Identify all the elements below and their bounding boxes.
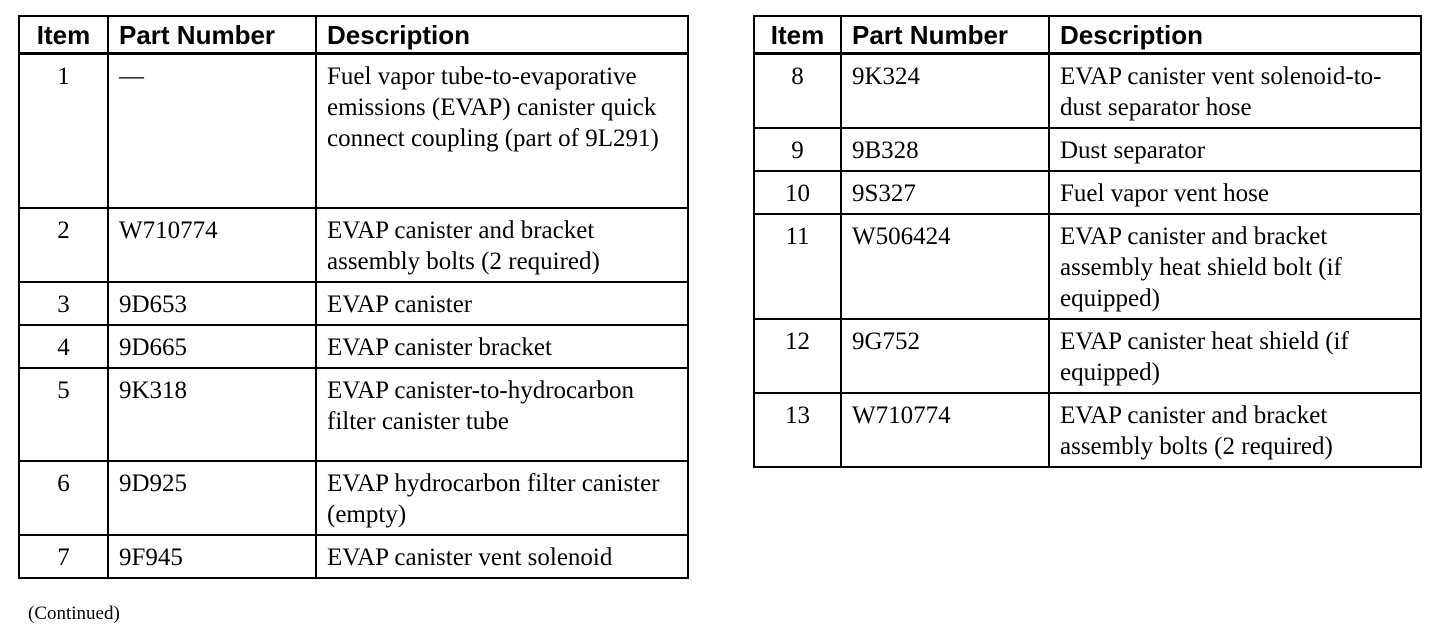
table-row (19, 535, 688, 578)
part-number: 9K318 (108, 368, 316, 461)
item-number: 5 (19, 368, 108, 461)
table-row (754, 393, 1421, 467)
part-description: EVAP canister vent solenoid-to-dust separator hose (1049, 53, 1421, 128)
part-description: Dust separator (1049, 128, 1421, 171)
header-part-number: Part Number (108, 16, 316, 53)
item-number: 7 (19, 535, 108, 578)
item-number: 3 (19, 282, 108, 325)
part-description: EVAP canister heat shield (if equipped) (1049, 319, 1421, 393)
item-number: 4 (19, 325, 108, 368)
table-row (19, 282, 688, 325)
part-number: 9F945 (108, 535, 316, 578)
table-row (19, 368, 688, 461)
parts-table-right (753, 15, 1422, 468)
header-part-number: Part Number (841, 16, 1049, 53)
part-number: 9B328 (841, 128, 1049, 171)
part-number: 9K324 (841, 53, 1049, 128)
part-description: EVAP canister and bracket assembly bolts (2 required) (316, 208, 688, 282)
item-number: 8 (754, 53, 841, 128)
table-row (754, 214, 1421, 319)
part-description: EVAP hydrocarbon filter canister (empty) (316, 461, 688, 535)
part-number: W506424 (841, 214, 1049, 319)
part-description: EVAP canister bracket (316, 325, 688, 368)
header-description: Description (1049, 16, 1421, 53)
header-description: Description (316, 16, 688, 53)
part-number: 9S327 (841, 171, 1049, 214)
table-row (754, 128, 1421, 171)
continued-note: (Continued) (28, 603, 120, 624)
header-item: Item (19, 16, 108, 53)
part-number: 9G752 (841, 319, 1049, 393)
parts-table-left (18, 15, 689, 579)
table-row (754, 319, 1421, 393)
item-number: 11 (754, 214, 841, 319)
part-description: EVAP canister (316, 282, 688, 325)
part-description: EVAP canister-to-hydrocarbon filter canister tube (316, 368, 688, 461)
table-row (754, 171, 1421, 214)
part-number: 9D925 (108, 461, 316, 535)
part-number: W710774 (841, 393, 1049, 467)
table-row (19, 53, 688, 208)
part-description: EVAP canister and bracket assembly bolts (2 required) (1049, 393, 1421, 467)
part-number: 9D665 (108, 325, 316, 368)
item-number: 6 (19, 461, 108, 535)
item-number: 13 (754, 393, 841, 467)
header-row (19, 16, 688, 53)
part-description: EVAP canister vent solenoid (316, 535, 688, 578)
item-number: 1 (19, 53, 108, 208)
table-header (19, 16, 688, 53)
part-description: Fuel vapor vent hose (1049, 171, 1421, 214)
part-description: EVAP canister and bracket assembly heat shield bolt (if equipped) (1049, 214, 1421, 319)
part-number: 9D653 (108, 282, 316, 325)
item-number: 9 (754, 128, 841, 171)
item-number: 12 (754, 319, 841, 393)
part-description: Fuel vapor tube-to-evaporative emissions (EVAP) canister quick connect coupling (part of 9L291) (316, 53, 688, 208)
item-number: 10 (754, 171, 841, 214)
header-row (754, 16, 1421, 53)
header-item: Item (754, 16, 841, 53)
table-row (754, 53, 1421, 128)
part-number: W710774 (108, 208, 316, 282)
part-number: — (108, 53, 316, 208)
table-row (19, 208, 688, 282)
table-header (754, 16, 1421, 53)
item-number: 2 (19, 208, 108, 282)
table-row (19, 325, 688, 368)
table-row (19, 461, 688, 535)
